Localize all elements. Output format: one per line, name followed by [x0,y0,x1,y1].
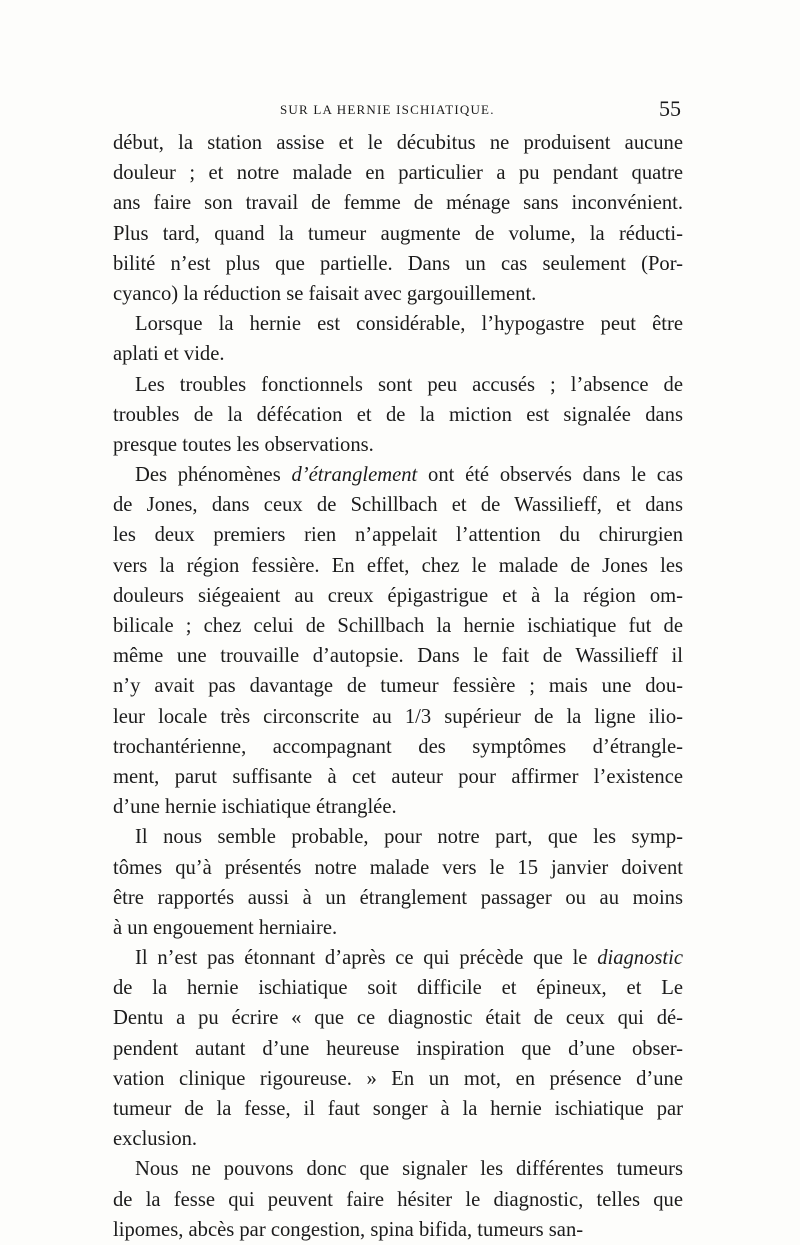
text-line [113,460,683,490]
page-header [110,96,685,124]
text-line: les deux premiers rien n’appelait l’attention du chirurgien [113,524,683,547]
text-line: de la fesse qui peuvent faire hésiter le diagnostic, telles que [113,1188,683,1211]
text-line: être rapportés aussi à un étranglement passager ou au moins [113,886,683,909]
text-line: d’une hernie ischiatique étranglée. [113,796,397,819]
text-segment: ont été observés dans le cas [417,464,683,487]
body-text [113,128,683,1245]
text-line: vation clinique rigoureuse. » En un mot, en présence d’une [113,1067,683,1090]
text-line: trochantérienne, accompagnant des symptômes d’étrangle- [113,735,683,758]
italic-phrase: d’étranglement [291,464,418,487]
text-line: leur locale très circonscrite au 1/3 supérieur de la ligne ilio- [113,705,683,728]
text-line: tômes qu’à présentés notre malade vers le 15 janvier doivent [113,856,683,879]
text-line: ment, parut suffisante à cet auteur pour affirmer l’existence [113,765,683,788]
text-line: douleur ; et notre malade en particulier a pu pendant quatre [113,162,683,185]
text-line: à un engouement herniaire. [113,916,338,939]
text-segment: Il n’est pas étonnant d’après ce qui précède que le [135,947,598,970]
text-line: n’y avait pas davantage de tumeur fessière ; mais une dou- [113,675,683,698]
italic-phrase: diagnostic [597,947,683,970]
text-line: Nous ne pouvons donc que signaler les différentes tumeurs [135,1158,683,1181]
text-line: Plus tard, quand la tumeur augmente de volume, la réducti- [113,222,683,245]
text-line: de la hernie ischiatique soit difficile et épineux, et Le [113,977,683,1000]
text-line: presque toutes les observations. [113,433,374,456]
text-line: Dentu a pu écrire « que ce diagnostic était de ceux qui dé- [113,1007,683,1030]
text-line: Les troubles fonctionnels sont peu accusés ; l’absence de [135,373,683,396]
text-line: exclusion. [113,1128,198,1151]
text-line: aplati et vide. [113,343,225,366]
text-line: douleurs siégeaient au creux épigastrigue et à la région om- [113,584,683,607]
text-line: Il nous semble probable, pour notre part, que les symp- [135,826,683,849]
running-head: SUR LA HERNIE ISCHIATIQUE. [280,102,495,117]
text-segment: Des phénomènes [135,464,292,487]
text-line: tumeur de la fesse, il faut songer à la hernie ischiatique par [113,1098,683,1120]
text-line: ans faire son travail de femme de ménage sans inconvénient. [113,192,683,215]
text-line: pendent autant d’une heureuse inspiration que d’une obser- [113,1037,683,1060]
text-line [113,943,683,973]
text-line: bilicale ; chez celui de Schillbach la hernie ischiatique fut de [113,615,683,637]
text-line: troubles de la défécation et de la miction est signalée dans [113,403,683,426]
text-line: Lorsque la hernie est considérable, l’hypogastre peut être [135,313,683,336]
page-number: 55 [659,96,681,121]
text-line: lipomes, abcès par congestion, spina bifida, tumeurs san- [113,1218,584,1241]
text-line: de Jones, dans ceux de Schillbach et de Wassilieff, et dans [113,494,683,517]
text-line: cyanco) la réduction se faisait avec gargouillement. [113,282,537,305]
text-line: début, la station assise et le décubitus ne produisent aucune [113,132,683,154]
text-line: même une trouvaille d’autopsie. Dans le fait de Wassilieff il [113,645,683,668]
text-line: vers la région fessière. En effet, chez le malade de Jones les [113,554,683,577]
text-line: bilité n’est plus que partielle. Dans un cas seulement (Por- [113,252,683,275]
